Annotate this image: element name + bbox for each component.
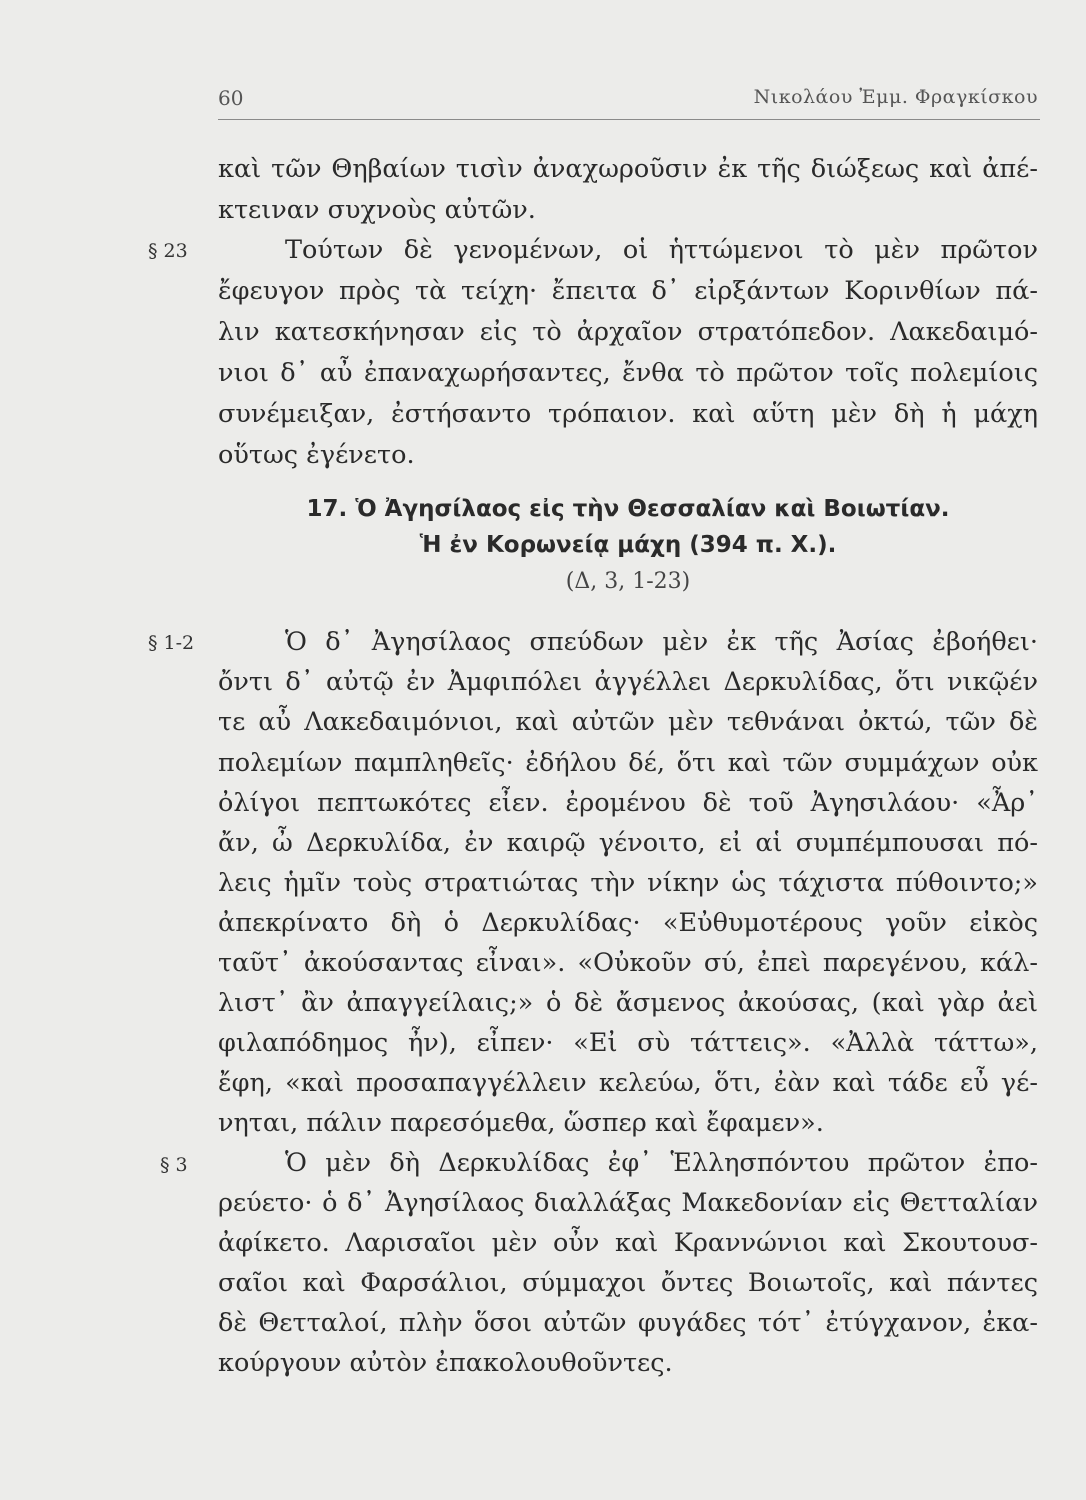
- text-line: ἀπεκρίνατο δὴ ὁ Δερκυλίδας· «Εὐθυμοτέρους γοῦν εἰκὸς: [218, 908, 1038, 938]
- section-marker: § 23: [148, 240, 188, 262]
- text-line: νηται, πάλιν παρεσόμεθα, ὥσπερ καὶ ἔφαμεν».: [218, 1108, 824, 1138]
- running-head: Νικολάου Ἐμμ. Φραγκίσκου: [753, 86, 1038, 108]
- text-line: νιοι δ᾽ αὖ ἐπαναχωρήσαντες, ἔνθα τὸ πρῶτον τοῖς πολεμίοις: [218, 358, 1038, 388]
- text-line: φιλαπόδημος ἦν), εἶπεν· «Εἰ σὺ τάττεις». «Ἀλλὰ τάττω»,: [218, 1028, 1038, 1058]
- text-line: σαῖοι καὶ Φαρσάλιοι, σύμμαχοι ὄντες Βοιωτοῖς, καὶ πάντες: [218, 1268, 1038, 1298]
- text-line: ἄν, ὦ Δερκυλίδα, ἐν καιρῷ γένοιτο, εἰ αἱ συμπέμπουσαι πό-: [218, 828, 1038, 858]
- text-line: ὄντι δ᾽ αὐτῷ ἐν Ἀμφιπόλει ἀγγέλλει Δερκυλίδας, ὅτι νικῷέν: [218, 667, 1038, 697]
- text-line: οὕτως ἐγένετο.: [218, 440, 415, 470]
- text-line: κούργουν αὐτὸν ἐπακολουθοῦντες.: [218, 1348, 673, 1378]
- page-number: 60: [218, 86, 244, 110]
- text-line: πολεμίων παμπληθεῖς· ἐδήλου δέ, ὅτι καὶ τῶν συμμάχων οὐκ: [218, 748, 1038, 778]
- text-line: ἔφευγον πρὸς τὰ τείχη· ἔπειτα δ᾽ εἰρξάντων Κορινθίων πά-: [218, 276, 1038, 306]
- text-line: Τούτων δὲ γενομένων, οἱ ἡττώμενοι τὸ μὲν πρῶτον: [285, 235, 1038, 265]
- text-line: καὶ τῶν Θηβαίων τισὶν ἀναχωροῦσιν ἐκ τῆς διώξεως καὶ ἀπέ-: [218, 154, 1038, 184]
- text-line: κτειναν συχνοὺς αὐτῶν.: [218, 195, 536, 225]
- text-line: ρεύετο· ὁ δ᾽ Ἀγησίλαος διαλλάξας Μακεδονίαν εἰς Θετταλίαν: [218, 1188, 1038, 1218]
- chapter-subheading: Ἡ ἐν Κορωνείᾳ μάχη (394 π. Χ.).: [419, 532, 837, 558]
- text-line: συνέμειξαν, ἐστήσαντο τρόπαιον. καὶ αὕτη μὲν δὴ ἡ μάχη: [218, 399, 1038, 429]
- section-marker: § 3: [160, 1154, 188, 1176]
- text-line: λιν κατεσκήνησαν εἰς τὸ ἀρχαῖον στρατόπεδον. Λακεδαιμό-: [218, 317, 1038, 347]
- header-rule: [218, 119, 1040, 120]
- page-header: [218, 86, 1038, 116]
- text-line: λεις ἡμῖν τοὺς στρατιώτας τὴν νίκην ὡς τάχιστα πύθοιντο;»: [218, 868, 1038, 898]
- text-line: ταῦτ᾽ ἀκούσαντας εἶναι». «Οὐκοῦν σύ, ἐπεὶ παρεγένου, κάλ-: [218, 948, 1038, 978]
- chapter-heading: 17. Ὁ Ἀγησίλαος εἰς τὴν Θεσσαλίαν καὶ Βοιωτίαν.: [306, 496, 950, 522]
- text-line: ὀλίγοι πεπτωκότες εἶεν. ἐρομένου δὲ τοῦ Ἀγησιλάου· «Ἆρ᾽: [218, 788, 1038, 818]
- text-line: λιστ᾽ ἂν ἀπαγγείλαις;» ὁ δὲ ἄσμενος ἀκούσας, (καὶ γὰρ ἀεὶ: [218, 988, 1038, 1018]
- text-line: Ὁ δ᾽ Ἀγησίλαος σπεύδων μὲν ἐκ τῆς Ἀσίας ἐβοήθει·: [285, 627, 1038, 657]
- text-line: ἀφίκετο. Λαρισαῖοι μὲν οὖν καὶ Κραννώνιοι καὶ Σκουτουσ-: [218, 1228, 1038, 1258]
- text-line: Ὁ μὲν δὴ Δερκυλίδας ἐφ᾽ Ἑλλησπόντου πρῶτον ἐπο-: [285, 1148, 1038, 1178]
- section-marker: § 1-2: [148, 632, 195, 654]
- text-line: ἔφη, «καὶ προσαπαγγέλλειν κελεύω, ὅτι, ἐὰν καὶ τάδε εὖ γέ-: [218, 1068, 1038, 1098]
- text-line: δὲ Θετταλοί, πλὴν ὅσοι αὐτῶν φυγάδες τότ᾽ ἐτύγχανον, ἐκα-: [218, 1308, 1038, 1338]
- text-line: τε αὖ Λακεδαιμόνιοι, καὶ αὐτῶν μὲν τεθνάναι ὀκτώ, τῶν δὲ: [218, 707, 1038, 737]
- source-reference: (Δ, 3, 1-23): [565, 569, 691, 594]
